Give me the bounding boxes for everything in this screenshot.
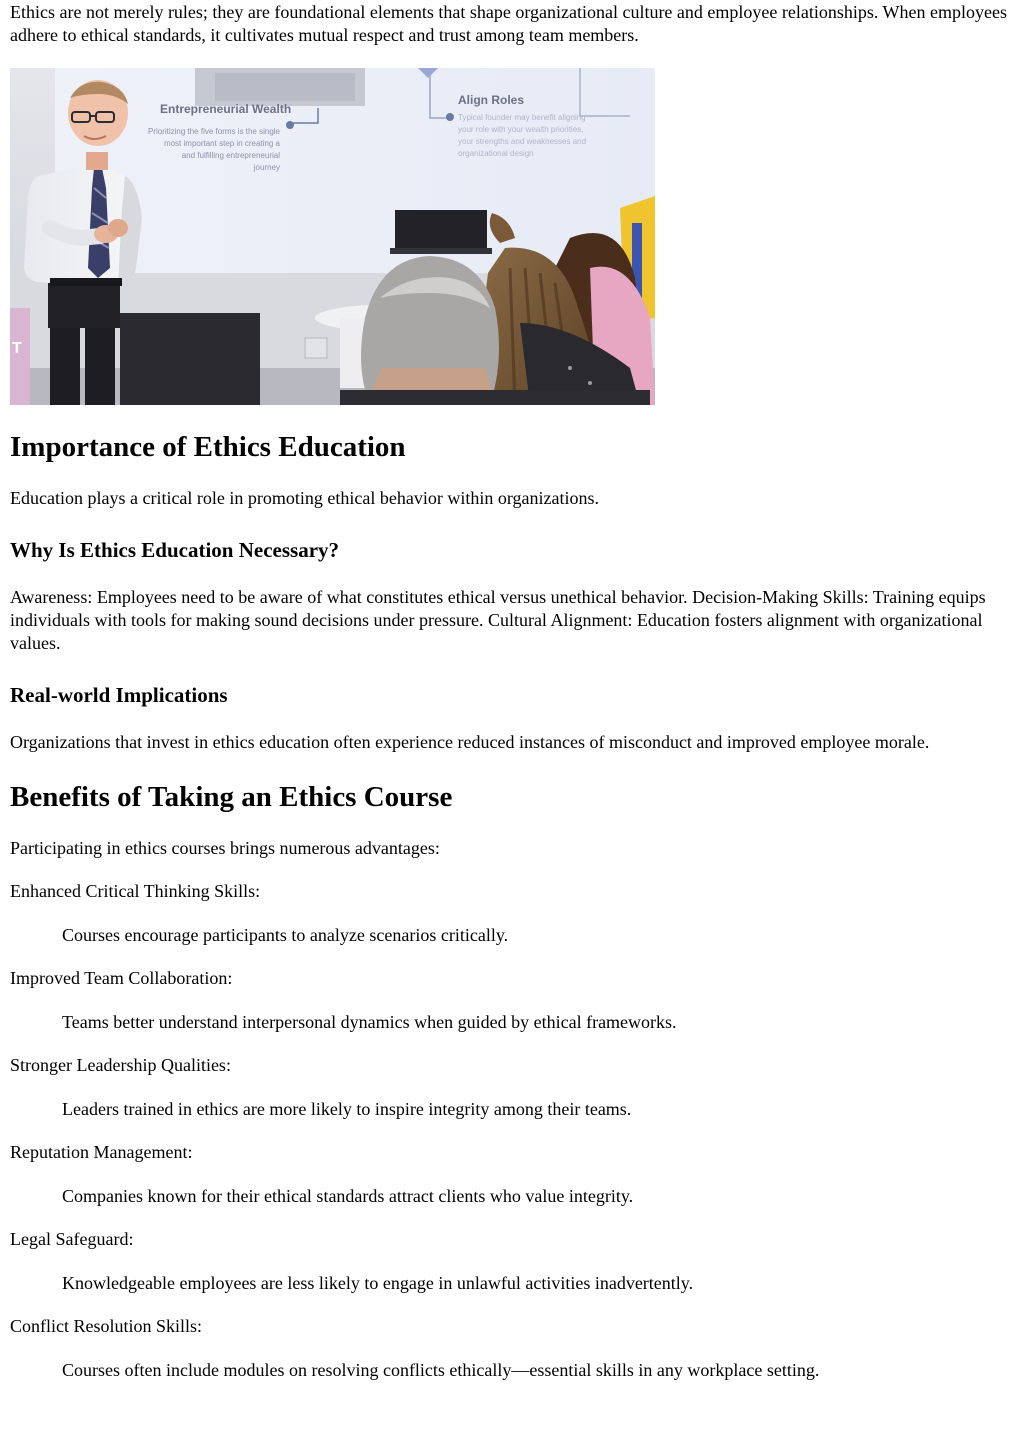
- slide-left-title: Entrepreneurial Wealth: [160, 102, 292, 116]
- slide-right-line-3: your strengths and weaknesses and: [458, 137, 587, 146]
- benefit-description: Teams better understand interpersonal dynamics when guided by ethical frameworks.: [62, 1012, 677, 1032]
- benefit-term: Legal Safeguard:: [10, 1229, 134, 1249]
- section-heading-importance: Importance of Ethics Education: [10, 431, 406, 463]
- slide-right-line-4: organizational design: [458, 149, 534, 158]
- benefit-description: Knowledgeable employees are less likely to engage in unlawful activities inadvertently.: [62, 1273, 694, 1293]
- real-world-paragraph: Organizations that invest in ethics education often experience reduced instances of misconduct and improved employee morale.: [10, 732, 930, 752]
- why-necessary-paragraph: Awareness: Employees need to be aware of what constitutes ethical versus unethical behavior. Decision-Making Skills: Training equips individuals with tools for making sound decisions under pressure. Cultural Alignment: Education fosters alignment with organizational values.: [10, 587, 986, 653]
- benefit-term: Conflict Resolution Skills:: [10, 1316, 203, 1336]
- benefits-list: [10, 880, 1014, 1382]
- intro-paragraph: Ethics are not merely rules; they are foundational elements that shape organizational culture and employee relationships. When employees adhere to ethical standards, it cultivates mutual respect and trust among team members.: [10, 2, 1007, 45]
- section-importance-lead: Education plays a critical role in promoting ethical behavior within organizations.: [10, 488, 599, 508]
- seminar-photo: [10, 68, 655, 405]
- banner-letter: T: [12, 340, 22, 357]
- benefit-description: Companies known for their ethical standards attract clients who value integrity.: [62, 1186, 634, 1206]
- article: [0, 1, 1024, 1382]
- benefit-description: Leaders trained in ethics are more likely to inspire integrity among their teams.: [62, 1099, 632, 1119]
- slide-left-line-2: most important step in creating a: [163, 139, 280, 148]
- slide-left-line-3: and fulfilling entrepreneurial: [181, 151, 280, 160]
- slide-left-line-4: journey: [253, 163, 280, 172]
- benefit-description: Courses often include modules on resolving conflicts ethically—essential skills in any workplace setting.: [62, 1360, 820, 1380]
- section-heading-benefits: Benefits of Taking an Ethics Course: [10, 781, 453, 813]
- benefit-term: Stronger Leadership Qualities:: [10, 1055, 231, 1075]
- seminar-photo-illustration: [10, 68, 655, 405]
- section-benefits-lead: Participating in ethics courses brings numerous advantages:: [10, 838, 440, 858]
- benefit-term: Enhanced Critical Thinking Skills:: [10, 881, 261, 901]
- slide-right-line-2: your role with your wealth priorities,: [458, 125, 584, 134]
- slide-right-title: Align Roles: [458, 93, 525, 107]
- benefit-term: Improved Team Collaboration:: [10, 968, 233, 988]
- benefit-term: Reputation Management:: [10, 1142, 193, 1162]
- slide-left-line-1: Prioritizing the five forms is the single: [147, 127, 280, 136]
- subheading-real-world: Real-world Implications: [10, 683, 228, 707]
- benefit-description: Courses encourage participants to analyze scenarios critically.: [62, 925, 509, 945]
- slide-right-line-1: Typical founder may benefit aligning: [458, 113, 586, 122]
- subheading-why-necessary: Why Is Ethics Education Necessary?: [10, 538, 340, 562]
